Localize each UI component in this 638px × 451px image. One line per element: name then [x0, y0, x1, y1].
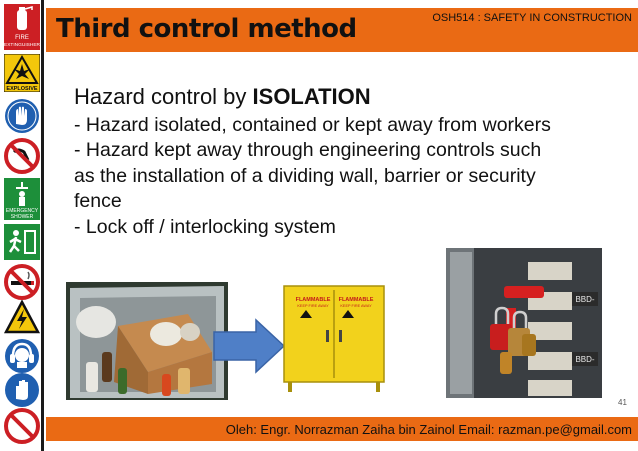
explosive-warning-icon [4, 54, 40, 92]
bullet-line-3: as the installation of a dividing wall, barrier or security [74, 164, 536, 187]
fire-label-1: FIRE [15, 35, 29, 41]
waste-bin-photo [66, 282, 228, 400]
ear-protection-icon [4, 338, 40, 374]
course-code: OSH514 : SAFETY IN CONSTRUCTION [432, 12, 632, 24]
panel-label-1: BBD- [575, 295, 595, 304]
cabinet-label-right: FLAMMABLE [338, 297, 374, 303]
flammable-cabinet-photo [280, 284, 388, 394]
content-heading [74, 84, 622, 110]
footer-text: Oleh: Engr. Norrazman Zaiha bin Zainol Email: razman.pe@gmail.com [225, 422, 632, 437]
fire-label-2: EXTINGUISHER [4, 43, 40, 48]
electrical-hazard-icon [4, 300, 40, 336]
cabinet-label-left: FLAMMABLE [295, 297, 331, 303]
heading-bold: ISOLATION [252, 84, 371, 109]
bullet-line-4: fence [74, 190, 122, 212]
explosive-label: EXPLOSIVE [6, 86, 38, 92]
arrow-right-icon [212, 318, 286, 374]
bullet-line-5: - Lock off / interlocking system [74, 215, 336, 238]
emergency-exit-icon [4, 224, 40, 260]
bullet-line-2: - Hazard kept away through engineering controls such [74, 139, 542, 161]
lockout-panel-photo [446, 248, 602, 398]
slide-title: Third control method [56, 14, 357, 44]
heading-prefix: Hazard control by [74, 84, 253, 109]
emergency-shower-icon [4, 178, 40, 220]
page-number: 41 [618, 398, 627, 407]
bullet-line-1: - Hazard isolated, contained or kept away from workers [74, 113, 551, 136]
fire-extinguisher-icon [4, 4, 40, 50]
glove-protection-icon [4, 372, 40, 408]
hand-protection-icon [4, 98, 40, 134]
footer-bar [46, 417, 638, 441]
no-entry-icon [4, 138, 40, 174]
no-smoking-icon [4, 264, 40, 300]
cabinet-sublabel-right: KEEP FIRE AWAY [340, 304, 372, 308]
cabinet-sublabel-left: KEEP FIRE AWAY [297, 304, 329, 308]
prohibition-icon [4, 408, 40, 444]
shower-label-2: SHOWER [10, 214, 34, 220]
shower-label-1: EMERGENCY [5, 208, 39, 214]
safety-icon-sidebar [0, 0, 44, 451]
slide-body [74, 84, 622, 240]
panel-label-2: BBD- [575, 355, 595, 364]
